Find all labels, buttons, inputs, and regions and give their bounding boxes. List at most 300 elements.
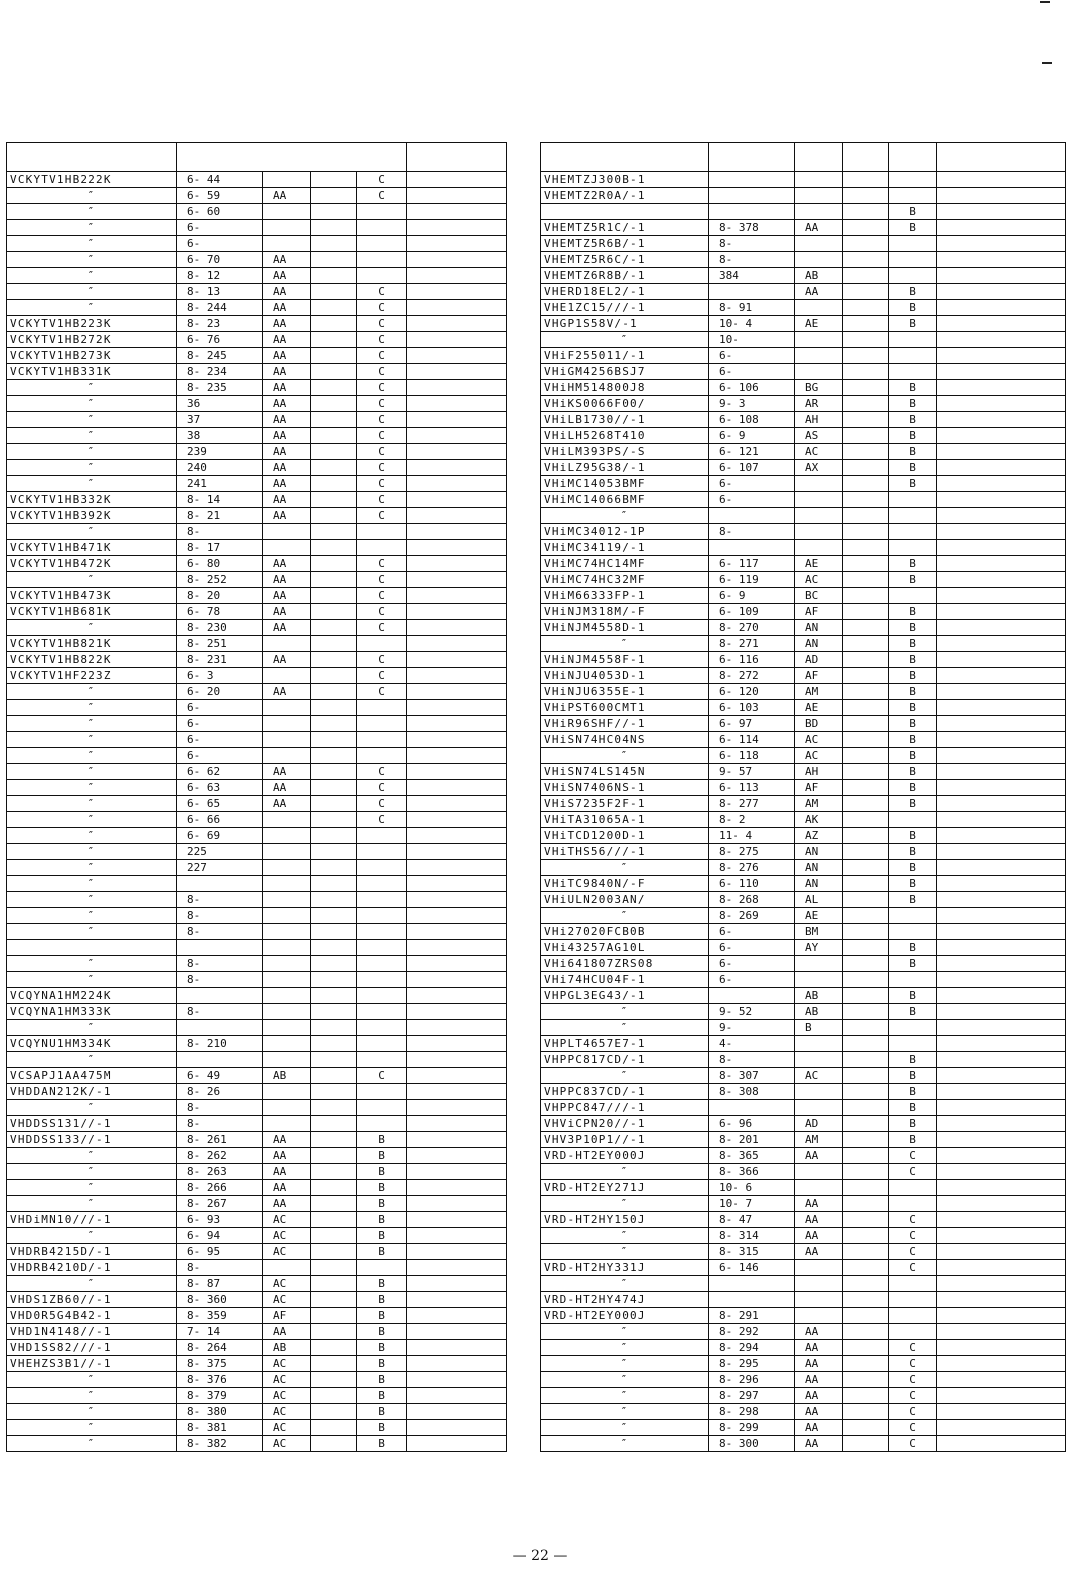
- mark-cell: [357, 524, 407, 540]
- part-number-cell: VHERD18EL2/-1: [541, 284, 709, 300]
- extra-cell: [843, 1260, 889, 1276]
- part-number-cell: VHi43257AG10L: [541, 940, 709, 956]
- part-number-cell: VCKYTV1HB822K: [7, 652, 177, 668]
- remarks-cell: [407, 844, 507, 860]
- part-number-cell: VHiMC14053BMF: [541, 476, 709, 492]
- ref-cell: 8-: [709, 1052, 795, 1068]
- table-row: [7, 924, 507, 940]
- code-cell: [795, 1260, 843, 1276]
- ref-cell: 11- 4: [709, 828, 795, 844]
- ref-cell: 6-: [709, 940, 795, 956]
- remarks-cell: [937, 1020, 1066, 1036]
- table-row: [7, 1212, 507, 1228]
- table-row: [7, 956, 507, 972]
- mark-cell: [889, 1020, 937, 1036]
- mark-cell: [889, 924, 937, 940]
- part-number-cell: VCKYTV1HB332K: [7, 492, 177, 508]
- mark-cell: B: [889, 316, 937, 332]
- extra-cell: [843, 476, 889, 492]
- ref-cell: [709, 540, 795, 556]
- code-cell: AC: [795, 748, 843, 764]
- code-cell: [263, 844, 311, 860]
- table-row: [541, 252, 1066, 268]
- code-cell: AA: [263, 1132, 311, 1148]
- ref-cell: 225: [177, 844, 263, 860]
- table-row: [7, 444, 507, 460]
- extra-cell: [311, 540, 357, 556]
- mark-cell: [357, 716, 407, 732]
- table-row: [541, 556, 1066, 572]
- ref-cell: 8- 13: [177, 284, 263, 300]
- table-row: [541, 908, 1066, 924]
- part-number-cell: VHEMTZ5R1C/-1: [541, 220, 709, 236]
- code-cell: AA: [263, 1164, 311, 1180]
- extra-cell: [311, 204, 357, 220]
- code-cell: AC: [263, 1436, 311, 1452]
- code-cell: [263, 972, 311, 988]
- extra-cell: [311, 604, 357, 620]
- table-row: [7, 1244, 507, 1260]
- remarks-cell: [407, 188, 507, 204]
- extra-cell: [843, 508, 889, 524]
- code-cell: AC: [263, 1244, 311, 1260]
- table-row: [7, 684, 507, 700]
- ref-cell: 6- 44: [177, 172, 263, 188]
- part-number-cell: VHiSN74LS145N: [541, 764, 709, 780]
- code-cell: AC: [795, 732, 843, 748]
- remarks-cell: [937, 1388, 1066, 1404]
- part-number-cell: VHPPC837CD/-1: [541, 1084, 709, 1100]
- code-cell: [263, 540, 311, 556]
- remarks-cell: [407, 476, 507, 492]
- extra-cell: [311, 428, 357, 444]
- mark-cell: B: [889, 204, 937, 220]
- remarks-cell: [937, 236, 1066, 252]
- part-number-cell: ″: [7, 1148, 177, 1164]
- table-row: [541, 1260, 1066, 1276]
- mark-cell: B: [889, 1068, 937, 1084]
- remarks-cell: [407, 300, 507, 316]
- ref-cell: [709, 1276, 795, 1292]
- part-number-cell: VHiKS0066F00/: [541, 396, 709, 412]
- mark-cell: [357, 700, 407, 716]
- code-cell: AA: [263, 1148, 311, 1164]
- extra-cell: [843, 1436, 889, 1452]
- ref-cell: 8- 307: [709, 1068, 795, 1084]
- remarks-cell: [937, 828, 1066, 844]
- part-number-cell: VHiNJM4558D-1: [541, 620, 709, 636]
- extra-cell: [311, 1148, 357, 1164]
- part-number-cell: VHiMC74HC32MF: [541, 572, 709, 588]
- part-number-cell: VRD-HT2HY331J: [541, 1260, 709, 1276]
- table-row: [7, 1084, 507, 1100]
- table-row: [7, 1388, 507, 1404]
- mark-cell: [357, 220, 407, 236]
- extra-cell: [311, 1100, 357, 1116]
- ref-cell: 6-: [177, 732, 263, 748]
- extra-cell: [311, 700, 357, 716]
- ref-cell: [177, 1020, 263, 1036]
- remarks-cell: [937, 492, 1066, 508]
- ref-cell: 8- 380: [177, 1404, 263, 1420]
- remarks-cell: [937, 396, 1066, 412]
- code-cell: AB: [263, 1340, 311, 1356]
- code-cell: AN: [795, 876, 843, 892]
- table-row: [541, 828, 1066, 844]
- ref-cell: 6- 121: [709, 444, 795, 460]
- code-cell: [263, 748, 311, 764]
- table-row: [7, 1180, 507, 1196]
- part-number-cell: VHiLH5268T410: [541, 428, 709, 444]
- part-number-cell: ″: [7, 716, 177, 732]
- remarks-cell: [937, 1324, 1066, 1340]
- code-cell: [263, 1116, 311, 1132]
- table-row: [541, 428, 1066, 444]
- part-number-cell: VHPPC847///-1: [541, 1100, 709, 1116]
- mark-cell: [357, 892, 407, 908]
- code-cell: [795, 508, 843, 524]
- table-row: [541, 1212, 1066, 1228]
- table-row: [7, 380, 507, 396]
- code-cell: AA: [263, 348, 311, 364]
- parts-table-left: [6, 142, 507, 1452]
- mark-cell: B: [357, 1244, 407, 1260]
- part-number-cell: ″: [541, 1228, 709, 1244]
- remarks-cell: [937, 1308, 1066, 1324]
- extra-cell: [843, 716, 889, 732]
- table-row: [7, 1340, 507, 1356]
- mark-cell: B: [889, 476, 937, 492]
- table-row: [7, 780, 507, 796]
- ref-cell: 6- 78: [177, 604, 263, 620]
- extra-cell: [843, 1004, 889, 1020]
- part-number-cell: VHiMC34119/-1: [541, 540, 709, 556]
- code-cell: AA: [263, 268, 311, 284]
- ref-cell: 6-: [177, 748, 263, 764]
- table-row: [541, 988, 1066, 1004]
- ref-cell: 8- 299: [709, 1420, 795, 1436]
- mark-cell: [889, 252, 937, 268]
- code-cell: AA: [263, 620, 311, 636]
- remarks-cell: [407, 1180, 507, 1196]
- part-number-cell: ″: [7, 268, 177, 284]
- remarks-cell: [407, 556, 507, 572]
- remarks-cell: [937, 172, 1066, 188]
- ref-cell: 8- 47: [709, 1212, 795, 1228]
- mark-cell: [357, 924, 407, 940]
- extra-cell: [311, 348, 357, 364]
- extra-cell: [311, 1020, 357, 1036]
- part-number-cell: VHiS7235F2F-1: [541, 796, 709, 812]
- table-row: [7, 412, 507, 428]
- remarks-cell: [937, 556, 1066, 572]
- extra-cell: [843, 316, 889, 332]
- part-number-cell: ″: [7, 972, 177, 988]
- mark-cell: [889, 1324, 937, 1340]
- extra-cell: [311, 252, 357, 268]
- remarks-cell: [407, 1132, 507, 1148]
- code-cell: AA: [263, 604, 311, 620]
- code-cell: [263, 828, 311, 844]
- code-cell: [795, 956, 843, 972]
- ref-cell: 8- 308: [709, 1084, 795, 1100]
- extra-cell: [311, 1116, 357, 1132]
- extra-cell: [843, 1308, 889, 1324]
- table-row: [7, 652, 507, 668]
- code-cell: AE: [795, 908, 843, 924]
- mark-cell: B: [889, 700, 937, 716]
- table-row: [541, 412, 1066, 428]
- remarks-cell: [937, 652, 1066, 668]
- mark-cell: [889, 972, 937, 988]
- remarks-cell: [937, 860, 1066, 876]
- remarks-cell: [937, 972, 1066, 988]
- scan-mark: [1040, 1, 1050, 3]
- ref-cell: 6- 96: [709, 1116, 795, 1132]
- extra-cell: [311, 1196, 357, 1212]
- extra-cell: [311, 1228, 357, 1244]
- remarks-cell: [407, 316, 507, 332]
- part-number-cell: ″: [7, 876, 177, 892]
- mark-cell: B: [889, 780, 937, 796]
- table-row: [7, 1036, 507, 1052]
- remarks-cell: [937, 1132, 1066, 1148]
- ref-cell: 6-: [709, 972, 795, 988]
- part-number-cell: VCQYNA1HM333K: [7, 1004, 177, 1020]
- extra-cell: [311, 940, 357, 956]
- mark-cell: [357, 252, 407, 268]
- ref-cell: [709, 172, 795, 188]
- table-row: [541, 620, 1066, 636]
- table-row: [7, 524, 507, 540]
- table-row: [7, 700, 507, 716]
- part-number-cell: [541, 204, 709, 220]
- part-number-cell: VRD-HT2HY150J: [541, 1212, 709, 1228]
- code-cell: AR: [795, 396, 843, 412]
- part-number-cell: ″: [541, 636, 709, 652]
- extra-cell: [843, 812, 889, 828]
- remarks-cell: [937, 204, 1066, 220]
- part-number-cell: ″: [7, 1404, 177, 1420]
- extra-cell: [843, 1052, 889, 1068]
- table-row: [7, 540, 507, 556]
- extra-cell: [311, 492, 357, 508]
- extra-cell: [311, 236, 357, 252]
- extra-cell: [843, 956, 889, 972]
- remarks-cell: [407, 460, 507, 476]
- remarks-cell: [937, 780, 1066, 796]
- mark-cell: B: [889, 828, 937, 844]
- ref-cell: 6- 120: [709, 684, 795, 700]
- part-number-cell: ″: [7, 732, 177, 748]
- extra-cell: [843, 492, 889, 508]
- code-cell: [795, 364, 843, 380]
- table-row: [541, 1292, 1066, 1308]
- mark-cell: C: [357, 412, 407, 428]
- table-row: [7, 572, 507, 588]
- ref-cell: 227: [177, 860, 263, 876]
- part-number-cell: ″: [541, 1068, 709, 1084]
- code-cell: AA: [263, 764, 311, 780]
- table-row: [7, 252, 507, 268]
- part-number-cell: VHDDSS133//-1: [7, 1132, 177, 1148]
- extra-cell: [843, 1036, 889, 1052]
- code-cell: AA: [795, 1196, 843, 1212]
- extra-cell: [843, 556, 889, 572]
- code-cell: AA: [263, 332, 311, 348]
- remarks-cell: [937, 300, 1066, 316]
- table-row: [541, 972, 1066, 988]
- extra-cell: [311, 732, 357, 748]
- part-number-cell: ″: [7, 1100, 177, 1116]
- remarks-cell: [407, 668, 507, 684]
- mark-cell: C: [889, 1228, 937, 1244]
- extra-cell: [843, 1100, 889, 1116]
- part-number-cell: ″: [7, 188, 177, 204]
- table-row: [7, 1196, 507, 1212]
- table-row: [541, 572, 1066, 588]
- ref-cell: 8- 375: [177, 1356, 263, 1372]
- mark-cell: B: [357, 1420, 407, 1436]
- code-cell: AA: [263, 556, 311, 572]
- remarks-cell: [407, 716, 507, 732]
- code-cell: AE: [795, 316, 843, 332]
- ref-cell: 240: [177, 460, 263, 476]
- code-cell: [795, 540, 843, 556]
- code-cell: [263, 1004, 311, 1020]
- table-row: [7, 940, 507, 956]
- remarks-cell: [407, 492, 507, 508]
- mark-cell: [889, 588, 937, 604]
- remarks-cell: [407, 1404, 507, 1420]
- mark-cell: [357, 940, 407, 956]
- code-cell: [795, 1276, 843, 1292]
- ref-cell: [709, 204, 795, 220]
- table-row: [7, 748, 507, 764]
- remarks-cell: [937, 588, 1066, 604]
- ref-cell: 6- 94: [177, 1228, 263, 1244]
- mark-cell: B: [889, 556, 937, 572]
- part-number-cell: VHPLT4657E7-1: [541, 1036, 709, 1052]
- ref-cell: 6- 108: [709, 412, 795, 428]
- extra-cell: [843, 236, 889, 252]
- mark-cell: C: [357, 300, 407, 316]
- table-row: [7, 1228, 507, 1244]
- extra-cell: [843, 1164, 889, 1180]
- table-row: [7, 172, 507, 188]
- remarks-cell: [937, 428, 1066, 444]
- ref-cell: 6-: [177, 220, 263, 236]
- table-row: [541, 876, 1066, 892]
- header-cell: [709, 143, 795, 172]
- extra-cell: [843, 1020, 889, 1036]
- ref-cell: 8- 263: [177, 1164, 263, 1180]
- header-cell: [843, 143, 889, 172]
- mark-cell: B: [889, 572, 937, 588]
- ref-cell: 6- 69: [177, 828, 263, 844]
- extra-cell: [311, 284, 357, 300]
- table-row: [7, 732, 507, 748]
- part-number-cell: ″: [7, 684, 177, 700]
- ref-cell: 8- 267: [177, 1196, 263, 1212]
- extra-cell: [311, 652, 357, 668]
- mark-cell: [357, 844, 407, 860]
- mark-cell: C: [357, 604, 407, 620]
- part-number-cell: VCKYTV1HB223K: [7, 316, 177, 332]
- extra-cell: [843, 972, 889, 988]
- remarks-cell: [937, 812, 1066, 828]
- mark-cell: [889, 188, 937, 204]
- ref-cell: 8- 315: [709, 1244, 795, 1260]
- mark-cell: B: [889, 380, 937, 396]
- mark-cell: [889, 172, 937, 188]
- table-row: [7, 1292, 507, 1308]
- part-number-cell: ″: [7, 828, 177, 844]
- ref-cell: 241: [177, 476, 263, 492]
- table-row: [541, 604, 1066, 620]
- remarks-cell: [407, 956, 507, 972]
- extra-cell: [311, 188, 357, 204]
- code-cell: AA: [263, 1180, 311, 1196]
- table-row: [541, 1116, 1066, 1132]
- code-cell: AA: [795, 220, 843, 236]
- extra-cell: [843, 524, 889, 540]
- remarks-cell: [937, 444, 1066, 460]
- table-row: [541, 332, 1066, 348]
- extra-cell: [311, 460, 357, 476]
- part-number-cell: VCKYTV1HB222K: [7, 172, 177, 188]
- extra-cell: [843, 444, 889, 460]
- ref-cell: 9- 52: [709, 1004, 795, 1020]
- part-number-cell: VHiR96SHF//-1: [541, 716, 709, 732]
- remarks-cell: [407, 348, 507, 364]
- ref-cell: 10- 4: [709, 316, 795, 332]
- table-row: [7, 1308, 507, 1324]
- extra-cell: [311, 780, 357, 796]
- remarks-cell: [937, 924, 1066, 940]
- mark-cell: [889, 1196, 937, 1212]
- remarks-cell: [407, 1340, 507, 1356]
- ref-cell: 6-: [709, 492, 795, 508]
- extra-cell: [843, 1340, 889, 1356]
- part-number-cell: VHPGL3EG43/-1: [541, 988, 709, 1004]
- part-number-cell: VHiSN7406NS-1: [541, 780, 709, 796]
- mark-cell: B: [357, 1196, 407, 1212]
- table-row: [541, 892, 1066, 908]
- table-row: [541, 940, 1066, 956]
- code-cell: [263, 732, 311, 748]
- extra-cell: [311, 1260, 357, 1276]
- table-header-row: [7, 143, 507, 172]
- part-number-cell: ″: [7, 1228, 177, 1244]
- code-cell: AA: [795, 1340, 843, 1356]
- part-number-cell: VCKYTV1HB471K: [7, 540, 177, 556]
- ref-cell: 8- 270: [709, 620, 795, 636]
- ref-cell: [709, 1100, 795, 1116]
- remarks-cell: [407, 396, 507, 412]
- remarks-cell: [407, 204, 507, 220]
- code-cell: [263, 524, 311, 540]
- part-number-cell: ″: [541, 1340, 709, 1356]
- table-row: [7, 268, 507, 284]
- mark-cell: [889, 492, 937, 508]
- ref-cell: 8- 296: [709, 1372, 795, 1388]
- code-cell: AK: [795, 812, 843, 828]
- table-row: [541, 636, 1066, 652]
- code-cell: AA: [795, 1388, 843, 1404]
- code-cell: AC: [263, 1372, 311, 1388]
- part-number-cell: VRD-HT2EY271J: [541, 1180, 709, 1196]
